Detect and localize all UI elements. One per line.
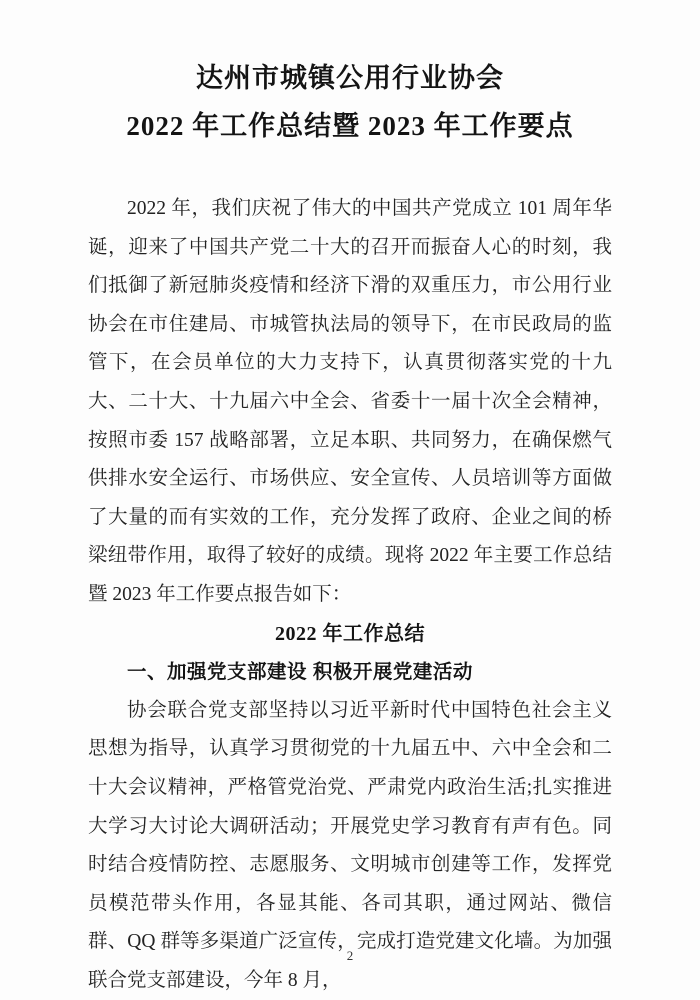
- intro-paragraph: 2022 年，我们庆祝了伟大的中国共产党成立 101 周年华诞，迎来了中国共产党二十大的召开而振奋人心的时刻，我们抵御了新冠肺炎疫情和经济下滑的双重压力，市公用行业协会在市住建局、市城管执法局的领导下，在市民政局的监管下，在会员单位的大力支持下，认真贯彻落实党的十九大、二十大、十九届六中全会、省委十一届十次全会精神，按照市委 157 战略部署，立足本职、共同努力，在确保燃气供排水安全运行、市场供应、安全宣传、人员培训等方面做了大量的而有实效的工作，充分发挥了政府、企业之间的桥梁纽带作用，取得了较好的成绩。现将 2022 年主要工作总结暨 2023 年工作要点报告如下：: [88, 198, 612, 605]
- document-title-line1: 达州市城镇公用行业协会: [196, 63, 504, 93]
- document-content: [88, 54, 612, 1000]
- page-number: 2: [346, 948, 354, 963]
- section-heading-2022-summary: 2022 年工作总结: [275, 622, 425, 645]
- document-title-line2: 2022 年工作总结暨 2023 年工作要点: [126, 111, 574, 141]
- subsection-heading-party-building: 一、加强党支部建设 积极开展党建活动: [127, 661, 473, 684]
- body-paragraph: 协会联合党支部坚持以习近平新时代中国特色社会主义思想为指导，认真学习贯彻党的十九届五中、六中全会和二十大会议精神，严格管党治党、严肃党内政治生活;扎实推进大学习大讨论大调研活动；开展党史学习教育有声有色。同时结合疫情防控、志愿服务、文明城市创建等工作，发挥党员模范带头作用，各显其能、各司其职，通过网站、微信群、QQ 群等多渠道广泛宣传，完成打造党建文化墙。为加强联合党支部建设，今年 8 月，: [88, 699, 612, 991]
